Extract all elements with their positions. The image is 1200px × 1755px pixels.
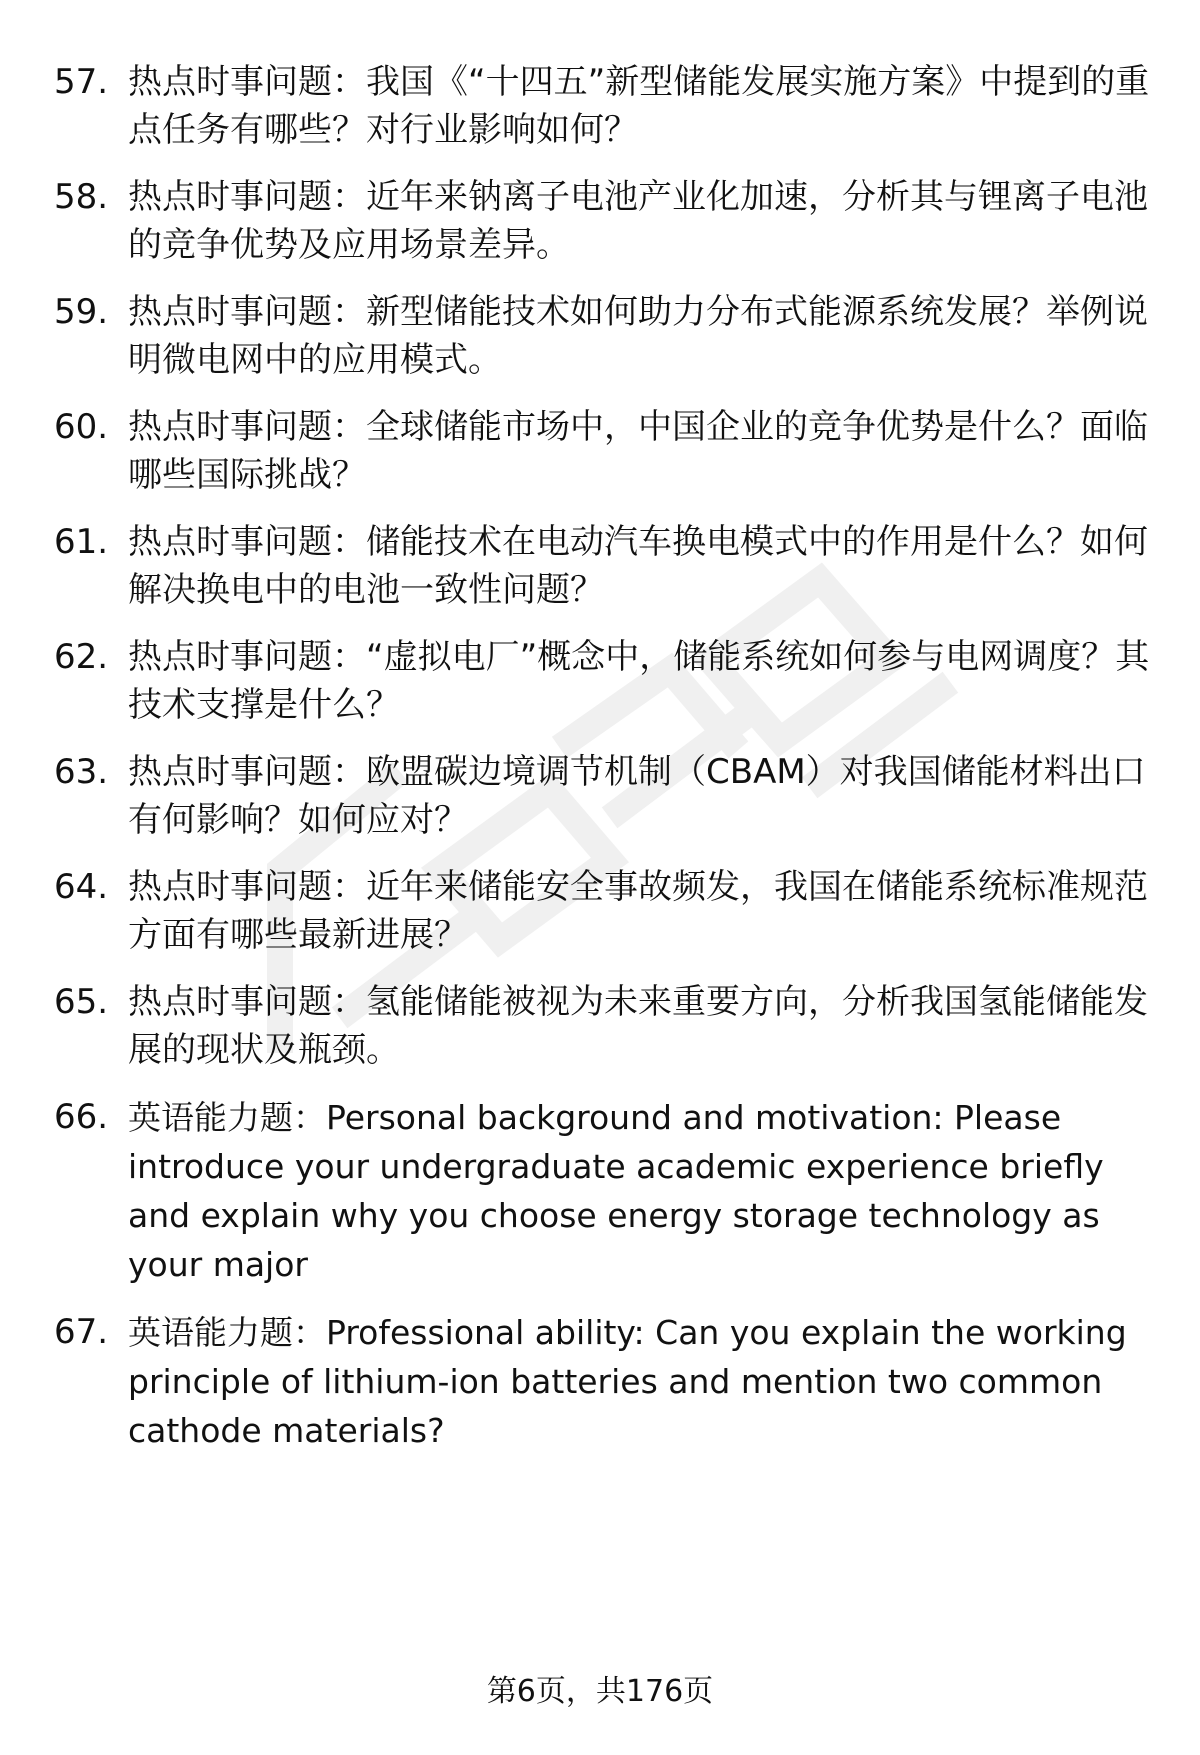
question-number: 66. <box>54 1097 109 1137</box>
page-number-label: 第6页，共176页 <box>486 1674 714 1709</box>
question-item <box>54 633 1154 729</box>
question-list <box>54 58 1154 1474</box>
question-item <box>54 173 1154 269</box>
question-number: 67. <box>54 1312 109 1352</box>
question-text: 英语能力题：Professional ability: Can you explain the working principle of lithium-ion batteries and mention two common cathode materials? <box>128 1313 1127 1450</box>
question-text: 热点时事问题：近年来储能安全事故频发，我国在储能系统标准规范方面有哪些最新进展？ <box>128 867 1148 955</box>
question-text: 热点时事问题：全球储能市场中，中国企业的竞争优势是什么？面临哪些国际挑战？ <box>128 407 1148 495</box>
question-number: 58. <box>54 177 109 217</box>
question-text: 热点时事问题：我国《“十四五”新型储能发展实施方案》中提到的重点任务有哪些？对行业影响如何？ <box>128 62 1150 150</box>
question-number: 59. <box>54 292 109 332</box>
question-text: 热点时事问题：近年来钠离子电池产业化加速，分析其与锂离子电池的竞争优势及应用场景差异。 <box>128 177 1148 265</box>
question-number: 64. <box>54 867 109 907</box>
question-item <box>54 863 1154 959</box>
question-item <box>54 748 1154 844</box>
question-number: 62. <box>54 637 109 677</box>
question-number: 61. <box>54 522 109 562</box>
question-number: 65. <box>54 982 109 1022</box>
question-text: 热点时事问题：氢能储能被视为未来重要方向，分析我国氢能储能发展的现状及瓶颈。 <box>128 982 1148 1070</box>
question-text: 英语能力题：Personal background and motivation: Please introduce your undergraduate academic experience briefly and explain why you choose energy storage technology as your major <box>128 1098 1104 1284</box>
question-item <box>54 58 1154 154</box>
page-footer <box>0 1672 1200 1712</box>
question-item <box>54 403 1154 499</box>
question-item <box>54 978 1154 1074</box>
question-number: 60. <box>54 407 109 447</box>
question-text: 热点时事问题：“虚拟电厂”概念中，储能系统如何参与电网调度？其技术支撑是什么？ <box>128 637 1150 725</box>
question-text: 热点时事问题：新型储能技术如何助力分布式能源系统发展？举例说明微电网中的应用模式。 <box>128 292 1148 380</box>
question-text: 热点时事问题：储能技术在电动汽车换电模式中的作用是什么？如何解决换电中的电池一致性问题？ <box>128 522 1148 610</box>
question-item <box>54 518 1154 614</box>
question-item <box>54 1308 1154 1455</box>
question-text: 热点时事问题：欧盟碳边境调节机制（CBAM）对我国储能材料出口有何影响？如何应对？ <box>128 752 1146 840</box>
question-item <box>54 1093 1154 1289</box>
question-item <box>54 288 1154 384</box>
question-number: 57. <box>54 62 109 102</box>
question-number: 63. <box>54 752 109 792</box>
